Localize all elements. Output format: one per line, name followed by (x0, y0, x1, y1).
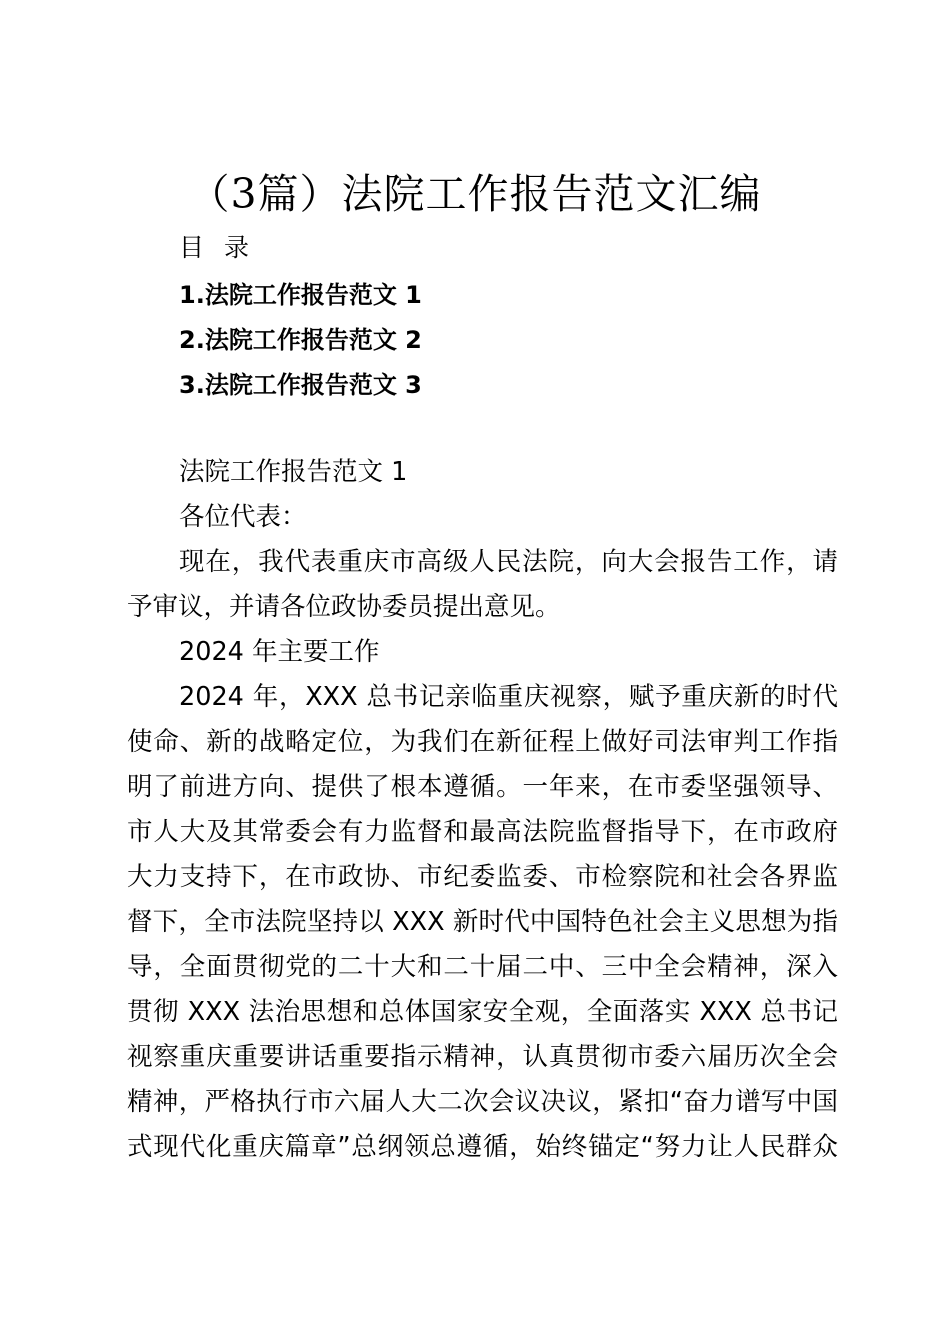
section-title: 法院工作报告范文 1 (179, 457, 408, 487)
paragraph-line: 精神，严格执行市六届人大二次会议决议，紧扣“奋力谱写中国 (127, 1087, 838, 1117)
paragraph-line: 督下，全市法院坚持以 XXX 新时代中国特色社会主义思想为指 (127, 907, 838, 937)
subheading: 2024 年主要工作 (179, 637, 380, 667)
salutation: 各位代表： (179, 502, 307, 532)
paragraph-line: 现在，我代表重庆市高级人民法院，向大会报告工作，请 (179, 547, 838, 577)
paragraph-line: 2024 年，XXX 总书记亲临重庆视察，赋予重庆新的时代 (179, 682, 838, 712)
document-title: （3篇）法院工作报告范文汇编 (188, 170, 762, 218)
spacer (127, 408, 838, 450)
paragraph-line: 予审议，并请各位政协委员提出意见。 (127, 592, 561, 622)
paragraph-line: 使命、新的战略定位，为我们在新征程上做好司法审判工作指 (127, 727, 838, 757)
paragraph-line: 导，全面贯彻党的二十大和二十届二中、三中全会精神，深入 (127, 952, 838, 982)
paragraph-line: 明了前进方向、提供了根本遵循。一年来，在市委坚强领导、 (127, 772, 838, 802)
paragraph-line: 大力支持下，在市政协、市纪委监委、市检察院和社会各界监 (127, 862, 838, 892)
toc-heading: 目 录 (179, 233, 255, 262)
toc-item[interactable]: 2.法院工作报告范文 2 (179, 326, 422, 354)
paragraph-line: 市人大及其常委会有力监督和最高法院监督指导下，在市政府 (127, 817, 838, 847)
toc-item[interactable]: 3.法院工作报告范文 3 (179, 371, 422, 399)
paragraph-line: 式现代化重庆篇章”总纲领总遵循，始终锚定“努力让人民群众 (127, 1132, 838, 1162)
paragraph-line: 视察重庆重要讲话重要指示精神，认真贯彻市委六届历次全会 (127, 1042, 838, 1072)
toc-item[interactable]: 1.法院工作报告范文 1 (179, 281, 422, 309)
paragraph-line: 贯彻 XXX 法治思想和总体国家安全观，全面落实 XXX 总书记 (127, 997, 838, 1027)
